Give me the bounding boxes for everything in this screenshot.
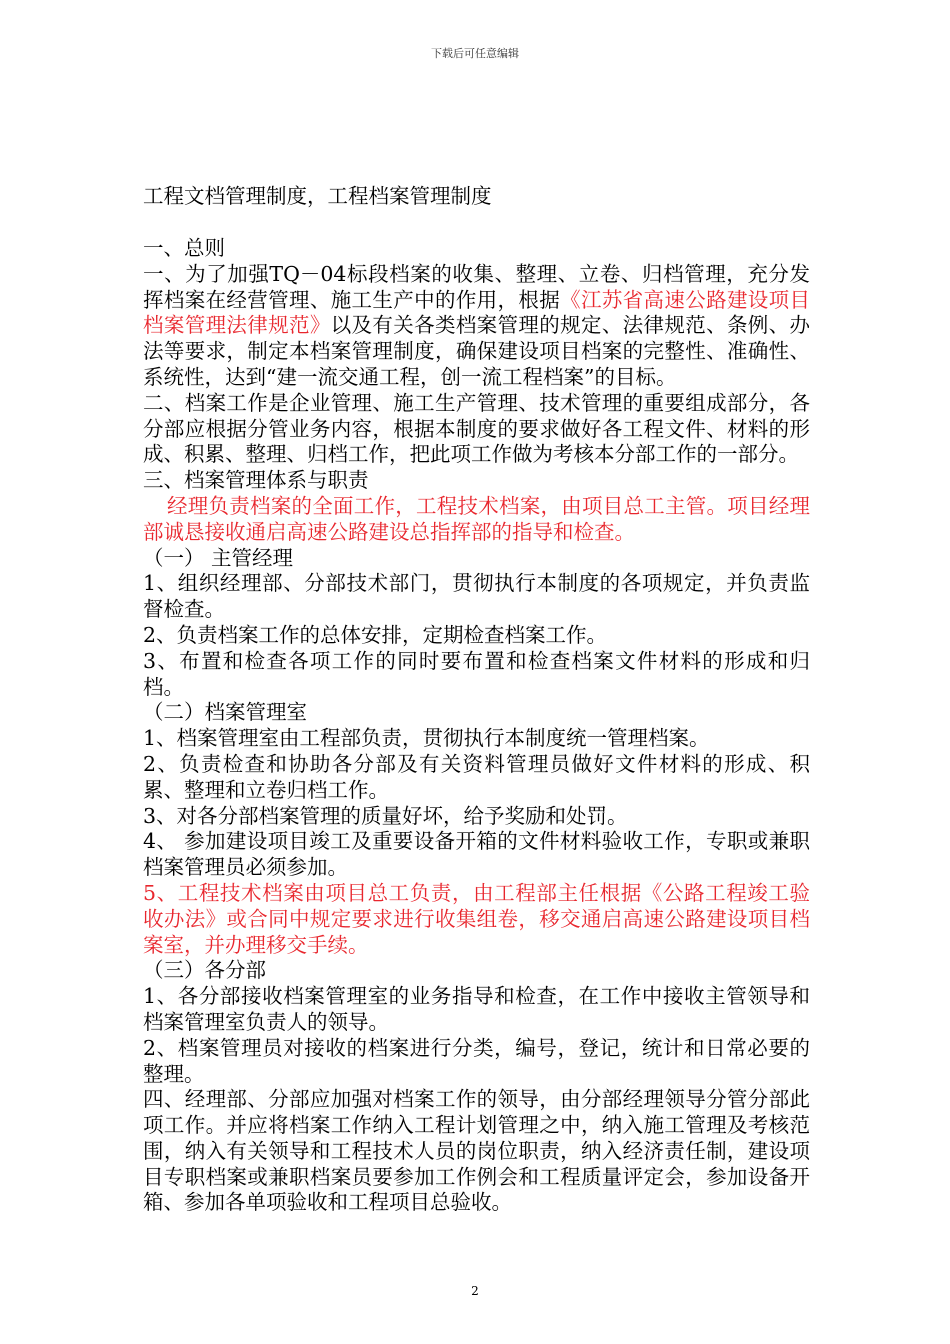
list-item: 2、负责档案工作的总体安排，定期检查档案工作。 [143, 622, 608, 647]
paragraph-1-text-before: 一、为了加强TQ－04标段档案的收集、整理、立卷、归档管理，充分发挥档案在经营管理、施工生产中的作用，根据 [143, 261, 810, 312]
section-heading-general: 一、总则 [143, 236, 225, 260]
list-item: 1、组织经理部、分部技术部门，贯彻执行本制度的各项规定，并负责监督检查。 [143, 571, 810, 622]
responsibility-statement: 经理负责档案的全面工作，工程技术档案，由项目总工主管。项目经理部诚恳接收通启高速公路建设总指挥部的指导和检查。 [143, 493, 810, 544]
subsection-heading-archive-room: （二）档案管理室 [143, 700, 307, 725]
section-heading-system: 三、档案管理体系与职责 [143, 468, 369, 493]
subsection-heading-branches: （三）各分部 [143, 958, 266, 983]
page-header: 下载后可任意编辑 [431, 47, 519, 60]
document-body [143, 184, 810, 1216]
page-number: 2 [471, 1284, 479, 1298]
list-item: 3、布置和检查各项工作的同时要布置和检查档案文件材料的形成和归档。 [143, 648, 810, 699]
list-item-highlight: 5、工程技术档案由项目总工负责，由工程部主任根据《公路工程竣工验收办法》或合同中规定要求进行收集组卷，移交通启高速公路建设项目档案室，并办理移交手续。 [143, 880, 810, 957]
paragraph-1-text-after: 以及有关各类档案管理的规定、法律规范、条例、办法等要求，制定本档案管理制度，确保建设项目档案的完整性、准确性、系统性，达到“建一流交通工程，创一流工程档案”的目标。 [143, 313, 811, 389]
regulation-reference: 《江苏省高速公路建设项目档案管理法律规范》 [143, 287, 811, 338]
list-item: 3、对各分部档案管理的质量好坏，给予奖励和处罚。 [143, 803, 628, 828]
subsection-heading-manager: （一） 主管经理 [143, 545, 294, 570]
list-item: 4、 参加建设项目竣工及重要设备开箱的文件材料验收工作，专职或兼职档案管理员必须参加。 [143, 829, 810, 880]
list-item: 2、档案管理员对接收的档案进行分类，编号，登记，统计和日常必要的整理。 [143, 1035, 810, 1086]
document-title: 工程文档管理制度，工程档案管理制度 [143, 184, 492, 208]
paragraph-2: 二、档案工作是企业管理、施工生产管理、技术管理的重要组成部分，各分部应根据分管业务内容，根据本制度的要求做好各工程文件、材料的形成、积累、整理、归档工作，把此项工作做为考核本分部工作的一部分。 [143, 390, 810, 467]
paragraph-4: 四、经理部、分部应加强对档案工作的领导，由分部经理领导分管分部此项工作。并应将档案工作纳入工程计划管理之中，纳入施工管理及考核范围，纳入有关领导和工程技术人员的岗位职责，纳入经济责任制，建设项目专职档案或兼职档案员要参加工作例会和工程质量评定会，参加设备开箱、参加各单项验收和工程项目总验收。 [143, 1087, 810, 1215]
list-item: 2、负责检查和协助各分部及有关资料管理员做好文件材料的形成、积累、整理和立卷归档工作。 [143, 751, 810, 802]
list-item: 1、档案管理室由工程部负责，贯彻执行本制度统一管理档案。 [143, 726, 710, 751]
list-item: 1、各分部接收档案管理室的业务指导和检查，在工作中接收主管领导和档案管理室负责人的领导。 [143, 984, 810, 1034]
paragraph-1 [143, 262, 810, 391]
